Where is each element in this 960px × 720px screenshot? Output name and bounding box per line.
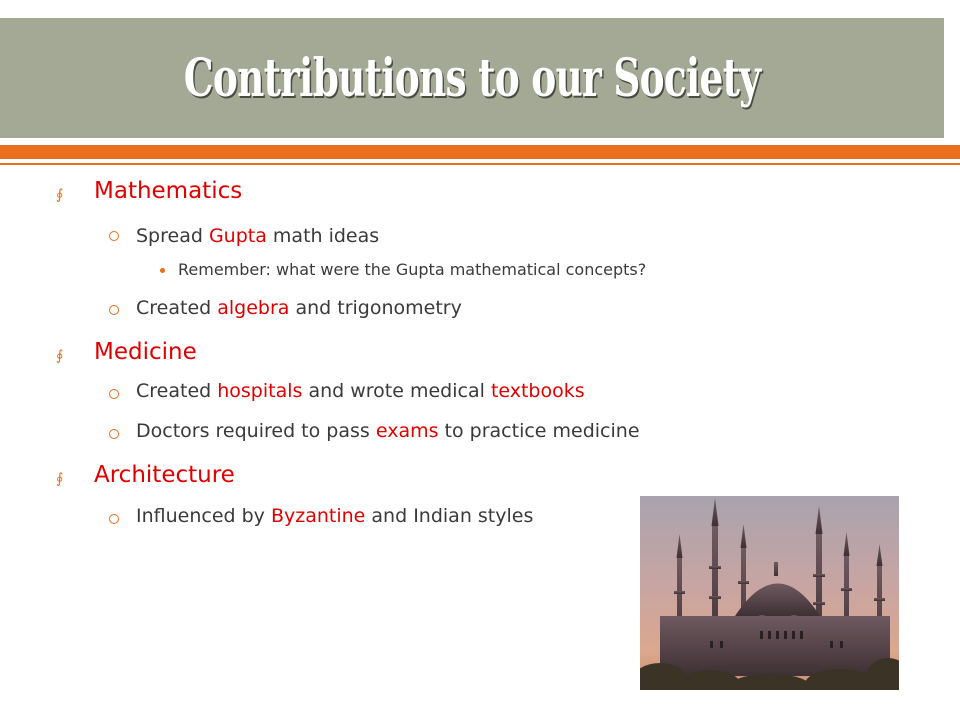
point-byzantine: Influenced by Byzantine and Indian styles: [136, 505, 534, 527]
bullet-icon: [109, 514, 119, 524]
slide-title: Contributions to our Society: [183, 47, 761, 109]
bullet-icon: [109, 231, 119, 241]
point-hospitals: Created hospitals and wrote medical textbooks: [136, 380, 585, 402]
bullet-icon: ∮: [56, 187, 64, 203]
point-spread-gupta: Spread Gupta math ideas: [136, 225, 380, 247]
heading-architecture: Architecture: [94, 462, 235, 488]
bullet-icon: [109, 389, 119, 399]
point-doctors-exams: Doctors required to pass exams to practice medicine: [136, 420, 640, 442]
bullet-icon: [109, 429, 119, 439]
bullet-icon: ∮: [56, 471, 64, 487]
heading-mathematics: Mathematics: [94, 178, 243, 204]
bullet-icon: [160, 268, 165, 273]
bullet-icon: [109, 305, 119, 315]
point-remember: Remember: what were the Gupta mathematical concepts?: [178, 260, 647, 279]
point-created-algebra: Created algebra and trigonometry: [136, 297, 462, 319]
heading-medicine: Medicine: [94, 339, 197, 365]
bullet-icon: ∮: [56, 348, 64, 364]
mosque-photo: [640, 496, 899, 690]
